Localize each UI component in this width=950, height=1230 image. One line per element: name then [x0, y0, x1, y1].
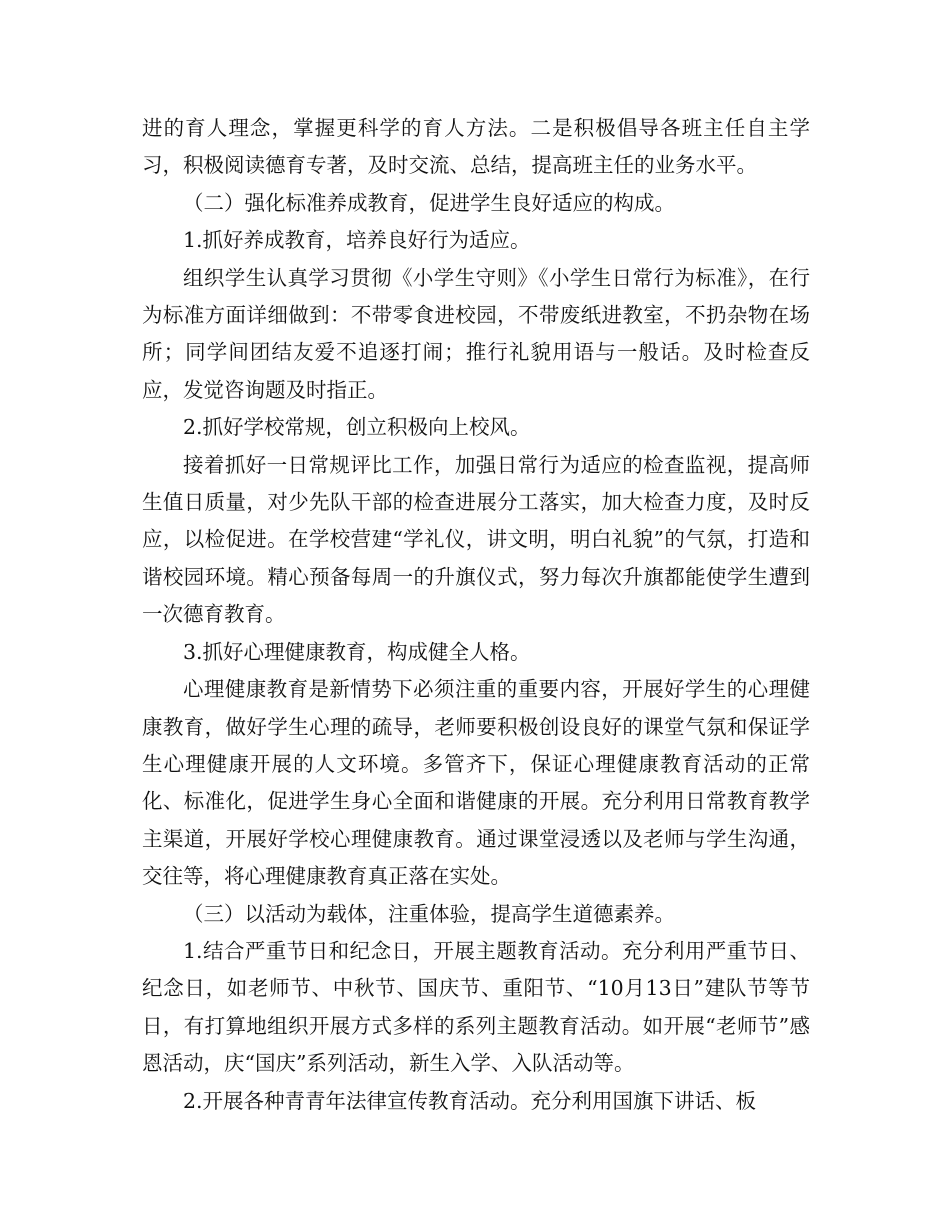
paragraph: 心理健康教育是新情势下必须注重的重要内容，开展好学生的心理健康教育，做好学生心理的疏导，老师要积极创设良好的课堂气氛和保证学生心理健康开展的人文环境。多管齐下，保证心理健康教育活动的正常化、标准化，促进学生身心全面和谐健康的开展。充分利用日常教育教学主渠道，开展好学校心理健康教育。通过课堂浸透以及老师与学生沟通，交往等，将心理健康教育真正落在实处。 [142, 677, 810, 889]
subheading-2: 2.抓好学校常规，创立积极向上校风。 [183, 415, 531, 440]
paragraph: 1.结合严重节日和纪念日，开展主题教育活动。充分利用严重节日、纪念日，如老师节、中秋节、国庆节、重阳节、“10月13日”建队节等节日，有打算地组织开展方式多样的系列主题教育活动。如开展“老师节”感恩活动，庆“国庆”系列活动，新生入学、入队活动等。 [142, 938, 810, 1076]
subheading-1: 1.抓好养成教育，培养良好行为适应。 [183, 228, 531, 253]
section-heading-2: （二）强化标准养成教育，促进学生良好适应的构成。 [183, 190, 675, 215]
paragraph: 接着抓好一日常规评比工作，加强日常行为适应的检查监视，提高师生值日质量，对少先队干部的检查进展分工落实，加大检查力度，及时反应，以检促进。在学校营建“学礼仪，讲文明，明白礼貌”的气氛，打造和谐校园环境。精心预备每周一的升旗仪式，努力每次升旗都能使学生遭到一次德育教育。 [142, 452, 810, 627]
paragraph: 进的育人理念，掌握更科学的育人方法。二是积极倡导各班主任自主学习，积极阅读德育专著，及时交流、总结，提高班主任的业务水平。 [142, 116, 810, 178]
paragraph: 组织学生认真学习贯彻《小学生守则》《小学生日常行为标准》，在行为标准方面详细做到：不带零食进校园，不带废纸进教室，不扔杂物在场所；同学间团结友爱不追逐打闹；推行礼貌用语与一般话。及时检查反应，发觉咨询题及时指正。 [142, 265, 810, 402]
subheading-3: 3.抓好心理健康教育，构成健全人格。 [183, 639, 531, 664]
paragraph: 2.开展各种青青年法律宣传教育活动。充分利用国旗下讲话、板 [183, 1088, 757, 1113]
document-body [142, 110, 810, 1120]
section-heading-3: （三）以活动为载体，注重体验，提高学生道德素养。 [183, 901, 675, 926]
